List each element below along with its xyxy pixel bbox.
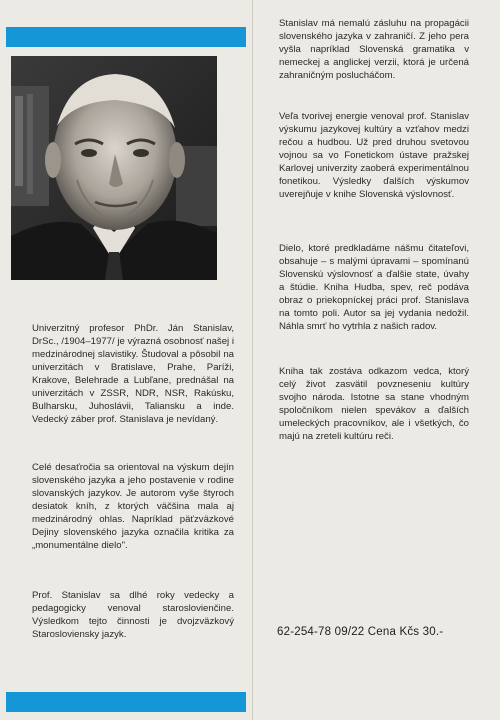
bio-paragraph-3: Prof. Stanislav sa dlhé roky vedecky a pedagogicky venoval staroslovienčine. Výsledkom tejto činnosti je dvojzväzkový Starosloviensky jazyk. (32, 590, 234, 640)
blue-band-bottom (6, 692, 246, 712)
description-paragraph-2: Veľa tvorivej energie venoval prof. Stanislav výskumu jazykovej kultúry a vzťahov medzi rečou a hudbou. Už pred druhou svetovou vojnou sa vo Fonetickom ústave pražskej Karlovej univerzity zaoberá experimentálnou fonetikou. Výsledky ďalších výskumov uverejňuje v knihe Slovenská výslovnosť. (279, 111, 469, 200)
catalog-price-line: 62-254-78 09/22 Cena Kčs 30.- (277, 626, 444, 638)
blue-band-top (6, 27, 246, 47)
description-paragraph-1: Stanislav má nemalú zásluhu na propagácii slovenského jazyka v zahraničí. Z jeho pera vyšla napríklad Slovenská gramatika v nemeckej a anglickej verzii, ktorá je určená zahraničným poslucháčom. (279, 18, 469, 81)
right-flap (253, 0, 500, 720)
description-paragraph-4: Kniha tak zostáva odkazom vedca, ktorý celý život zasvätil povzneseniu kultúry svojho národa. Istotne sa stane vhodným spoločníkom nielen spevákov a ďalších umeleckých pracovníkov, ale i všetkých, čo majú na zreteli kultúru reči. (279, 366, 469, 442)
bio-paragraph-2: Celé desaťročia sa orientoval na výskum dejín slovenského jazyka a jeho postavenie v rodine slovanských jazykov. Je autorom vyše štyroch desiatok kníh, z ktorých väčšina mala aj medzinárodný ohlas. Napríklad päťzväzkové Dejiny slovenského jazyka označila kritika za „monumentálne dielo". (32, 462, 234, 551)
bio-paragraph-1: Univerzitný profesor PhDr. Ján Stanislav, DrSc., /1904–1977/ je výrazná osobnosť našej i medzinárodnej slavistiky. Študoval a pôsobil na univerzitách v Bratislave, Prahe, Paríži, Krakove, Belehrade a Lubľane, prednášal na univerzitách v ZSSR, NDR, NSR, Rakúsku, Bulharsku, Juhoslávii, Taliansku a inde. Vedecký záber prof. Stanislava je nevídaný. (32, 323, 234, 425)
author-portrait-photo (11, 56, 217, 280)
portrait-image (11, 56, 217, 280)
description-paragraph-3: Dielo, ktoré predkladáme nášmu čitateľovi, obsahuje – s malými úpravami – spomínanú Slovenskú výslovnosť a ďalšie state, úvahy a štúdie. Kniha Hudba, spev, reč podáva obraz o priekopníckej práci prof. Stanislava na tomto poli. Autor sa jej vydania nedožil. Náhla smrť ho vytrhla z našich radov. (279, 243, 469, 332)
